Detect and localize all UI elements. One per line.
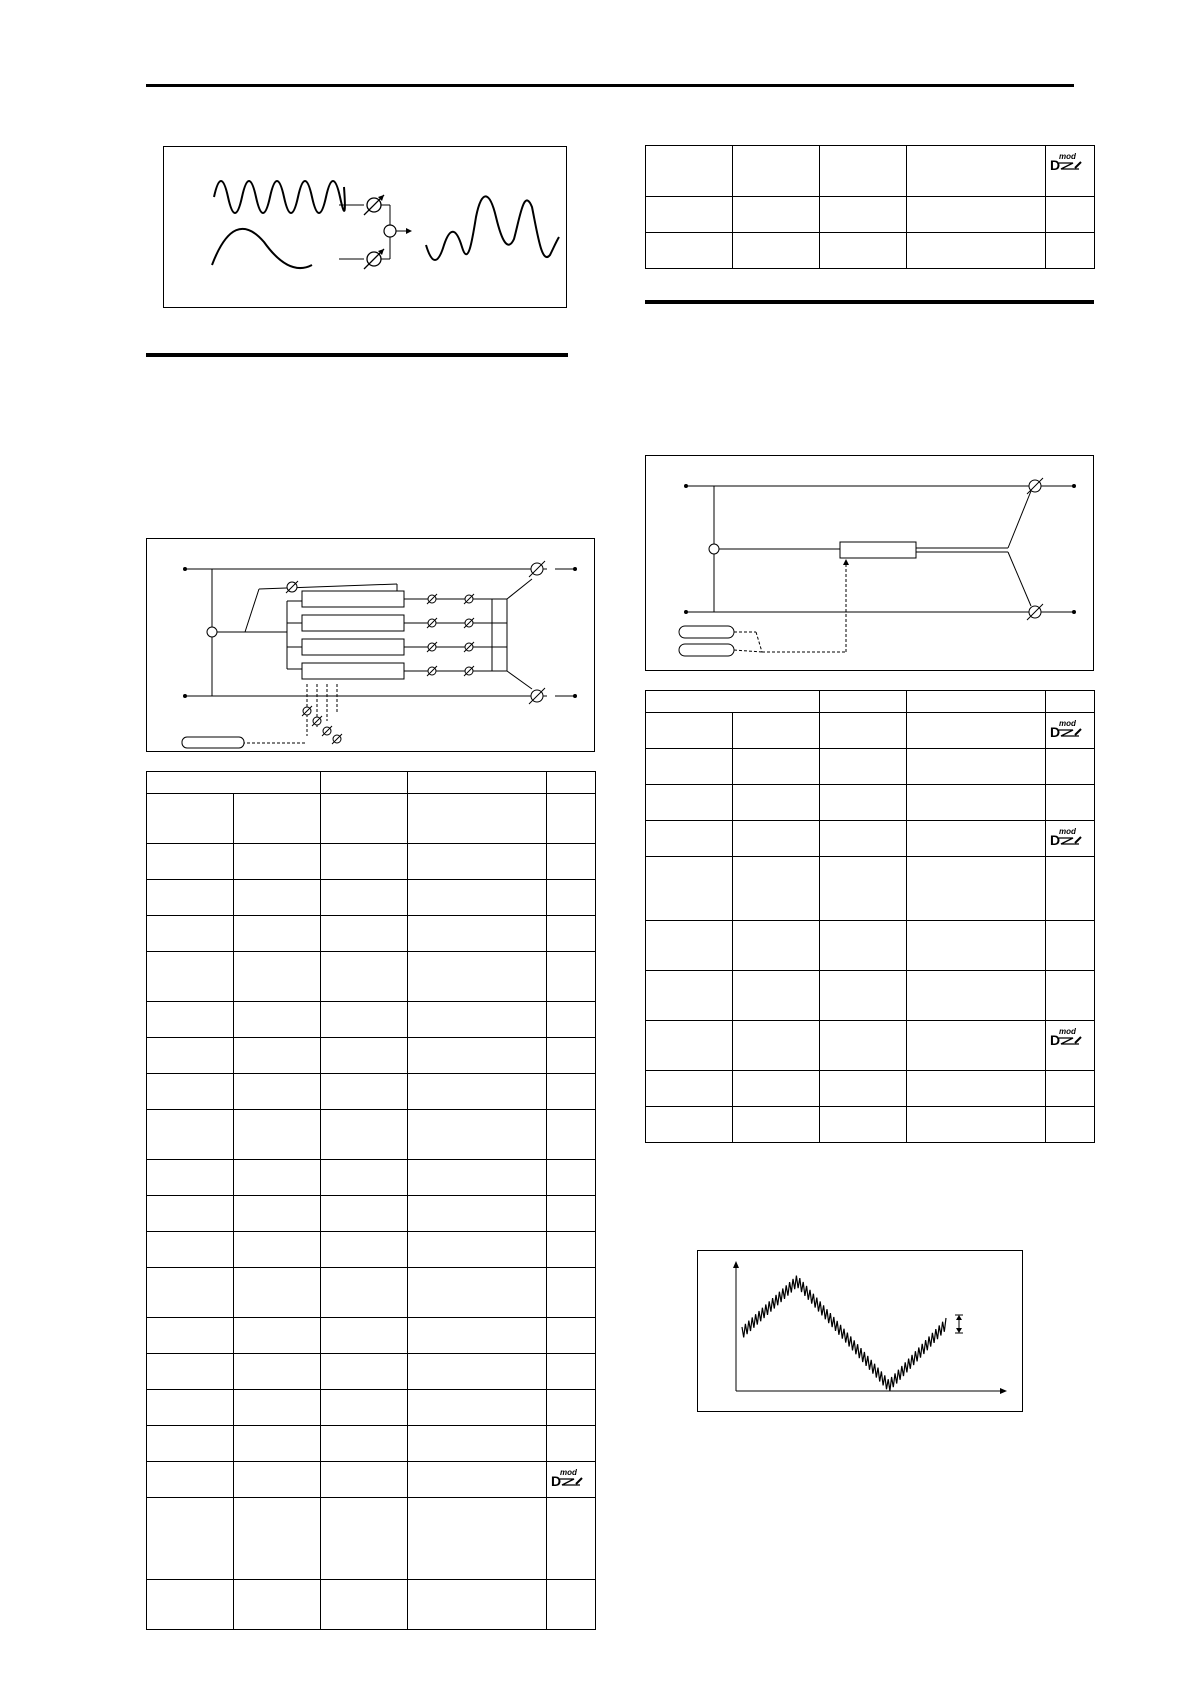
depth-arrow-icon — [955, 1315, 963, 1333]
table-row — [147, 1268, 596, 1318]
table-row — [646, 1021, 1095, 1071]
table-row — [147, 952, 596, 1002]
high-frequency-wave — [214, 181, 345, 213]
table-row — [646, 749, 1095, 785]
table-row — [646, 857, 1095, 921]
delay-block-4 — [302, 663, 404, 679]
stereo-block-svg — [646, 456, 1095, 672]
delay-block-1 — [302, 591, 404, 607]
d-mod-icon: D mod — [1050, 152, 1084, 174]
table-row — [646, 233, 1095, 269]
table-row — [646, 1071, 1095, 1107]
table-row — [147, 1160, 596, 1196]
table-row — [147, 1074, 596, 1110]
chorus-block-diagram — [146, 538, 595, 752]
d-mod-icon: D mod — [1050, 1027, 1084, 1049]
modulation-source-box — [679, 644, 734, 656]
table-row — [147, 1390, 596, 1426]
header-rule — [146, 84, 1074, 87]
table-row — [147, 916, 596, 952]
stereo-block-diagram — [645, 455, 1094, 671]
wave-mix-diagram — [163, 146, 567, 308]
d-mod-icon: D mod — [1050, 827, 1084, 849]
table-row — [147, 1196, 596, 1232]
table-row — [646, 785, 1095, 821]
section-rule-left — [146, 353, 568, 357]
table-row — [147, 1038, 596, 1074]
delay-block-3 — [302, 639, 404, 655]
modulation-waveform-figure — [697, 1250, 1023, 1412]
d-mod-icon: D mod — [1050, 719, 1084, 741]
table-row — [147, 844, 596, 880]
table-row — [147, 1318, 596, 1354]
right-top-table — [645, 145, 1095, 269]
table-header-row — [646, 691, 1095, 713]
mixer-node-icon — [384, 225, 396, 237]
level-knob-icon — [339, 195, 390, 225]
jittered-triangle-wave — [742, 1276, 946, 1391]
table-row — [147, 1426, 596, 1462]
table-row — [147, 1232, 596, 1268]
table-row — [646, 146, 1095, 197]
table-row — [147, 1498, 596, 1580]
section-rule-right — [645, 300, 1094, 304]
table-row — [147, 794, 596, 844]
table-row — [646, 713, 1095, 749]
modulation-source-box — [679, 626, 734, 638]
modulation-source-box — [182, 737, 244, 748]
effect-block — [840, 542, 916, 558]
left-parameter-table — [146, 771, 596, 1630]
table-row — [147, 1354, 596, 1390]
wave-mix-svg — [164, 147, 568, 309]
modulation-waveform-svg — [698, 1251, 1024, 1413]
right-parameter-table — [645, 690, 1095, 1143]
table-row — [147, 1110, 596, 1160]
mixed-wave — [426, 196, 559, 260]
table-row — [646, 197, 1095, 233]
table-row — [646, 971, 1095, 1021]
low-frequency-wave — [212, 229, 312, 268]
table-row — [147, 880, 596, 916]
input-mixer-icon — [709, 544, 719, 554]
table-row — [147, 1462, 596, 1498]
table-row — [646, 821, 1095, 857]
table-row — [646, 1107, 1095, 1143]
delay-block-2 — [302, 615, 404, 631]
d-mod-icon: D mod — [551, 1468, 585, 1490]
table-header-row — [147, 772, 596, 794]
chorus-block-svg — [147, 539, 596, 753]
table-row — [646, 921, 1095, 971]
level-knob-icon — [339, 237, 390, 269]
table-row — [147, 1002, 596, 1038]
input-mixer-icon — [207, 627, 217, 637]
table-row — [147, 1580, 596, 1630]
